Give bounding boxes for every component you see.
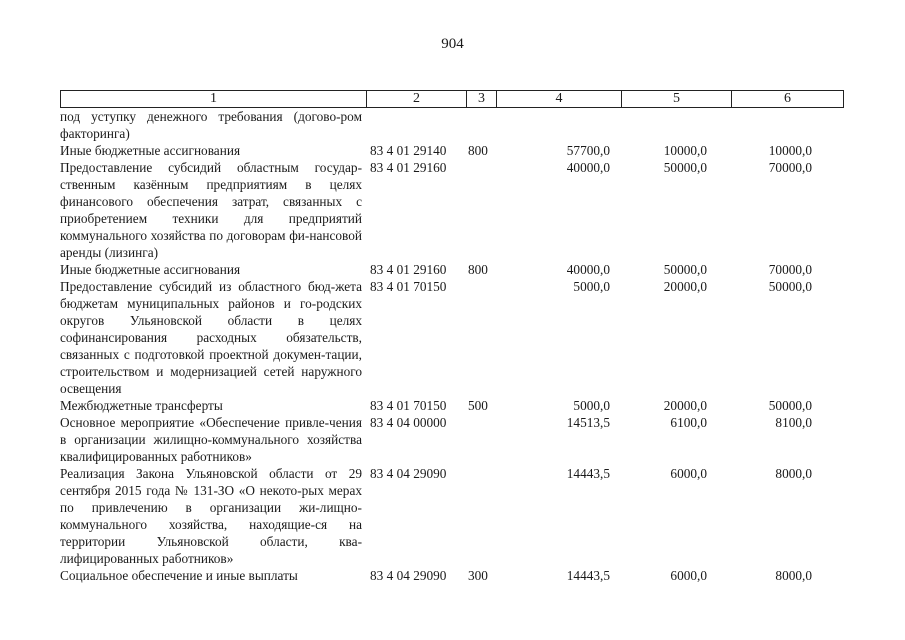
row-value-col5: 6000,0: [670, 466, 707, 481]
row-kcsr-cell: 83 4 01 29160: [370, 160, 447, 175]
row-kcsr-cell: 83 4 01 70150: [370, 398, 447, 413]
row-kcsr-cell: 83 4 01 29140: [370, 143, 447, 158]
page-number: 904: [441, 36, 464, 52]
row-kcsr-cell: 83 4 01 70150: [370, 279, 447, 294]
row-kvr-cell: 800: [468, 143, 488, 158]
row-kcsr-cell: 83 4 04 00000: [370, 415, 447, 430]
row-value-col4: 14513,5: [566, 415, 610, 430]
row-kcsr-cell: 83 4 01 29160: [370, 262, 447, 277]
row-name-cell: Иные бюджетные ассигнования: [60, 143, 241, 158]
row-value-col6: 50000,0: [768, 398, 812, 413]
row-value-col4: 14443,5: [566, 466, 610, 481]
row-value-col5: 50000,0: [663, 262, 707, 277]
row-kcsr-cell: 83 4 04 29090: [370, 466, 447, 481]
table-row: [60, 142, 844, 159]
row-kvr-cell: 800: [468, 262, 488, 277]
row-value-col6: 8000,0: [775, 466, 812, 481]
row-value-col4: 5000,0: [573, 279, 610, 294]
row-value-col5: 20000,0: [663, 279, 707, 294]
table-row: [60, 414, 844, 465]
row-name-cell: Основное мероприятие «Обеспечение привле-чения в организации жилищно-коммунального хозяйства квалифицированных работников»: [60, 415, 362, 464]
row-value-col6: 8100,0: [775, 415, 812, 430]
row-name-cell: Социальное обеспечение и иные выплаты: [60, 568, 298, 583]
header-col-4: 4: [496, 91, 621, 107]
table-row: [60, 278, 844, 397]
header-col-5: 5: [621, 91, 731, 107]
header-col-2: 2: [366, 91, 466, 107]
row-value-col5: 6100,0: [670, 415, 707, 430]
row-value-col5: 50000,0: [663, 160, 707, 175]
table-row: [60, 159, 844, 261]
budget-table: [60, 90, 844, 584]
row-name-cell: Иные бюджетные ассигнования: [60, 262, 241, 277]
row-kvr-cell: 500: [468, 398, 488, 413]
row-value-col6: 70000,0: [768, 262, 812, 277]
header-col-1: 1: [210, 91, 217, 106]
row-name-cell: Межбюджетные трансферты: [60, 398, 223, 413]
table-row: [60, 567, 844, 584]
row-name-cell: Реализация Закона Ульяновской области от 29 сентября 2015 года № 131-ЗО «О некото-рых мерах по привлечению в организации жи-лищно-коммунального хозяйства, находящие-ся на территории Ульяновской области, ква-лифицированных работников»: [60, 466, 362, 566]
row-name-cell: Предоставление субсидий областным государ-ственным казённым предприятиям в целях финансового обеспечения затрат, связанных с приобретением техники для предприятий коммунального хозяйства по договорам фи-нансовой аренды (лизинга): [60, 160, 362, 260]
row-value-col6: 50000,0: [768, 279, 812, 294]
row-value-col4: 40000,0: [566, 160, 610, 175]
row-kcsr-cell: 83 4 04 29090: [370, 568, 447, 583]
header-col-3: 3: [466, 91, 496, 107]
row-value-col5: 20000,0: [663, 398, 707, 413]
table-row: [60, 108, 844, 142]
row-name-cell: Предоставление субсидий из областного бюд-жета бюджетам муниципальных районов и го-родских округов Ульяновской области в целях софинансирования расходных обязательств, связанных с подготовкой проектной докумен-тации, строительством и модернизацией сетей наружного освещения: [60, 279, 362, 396]
table-body: [60, 108, 844, 584]
table-row: [60, 261, 844, 278]
row-value-col6: 70000,0: [768, 160, 812, 175]
row-value-col4: 14443,5: [566, 568, 610, 583]
table-row: [60, 465, 844, 567]
row-value-col5: 6000,0: [670, 568, 707, 583]
row-value-col5: 10000,0: [663, 143, 707, 158]
header-col-6: 6: [731, 91, 843, 107]
row-name-cell: под уступку денежного требования (догово-ром факторинга): [60, 109, 362, 141]
table-row: [60, 397, 844, 414]
row-value-col4: 57700,0: [566, 143, 610, 158]
row-value-col6: 10000,0: [768, 143, 812, 158]
row-value-col4: 5000,0: [573, 398, 610, 413]
table-header-row: [60, 90, 844, 108]
row-value-col6: 8000,0: [775, 568, 812, 583]
row-value-col4: 40000,0: [566, 262, 610, 277]
row-kvr-cell: 300: [468, 568, 488, 583]
